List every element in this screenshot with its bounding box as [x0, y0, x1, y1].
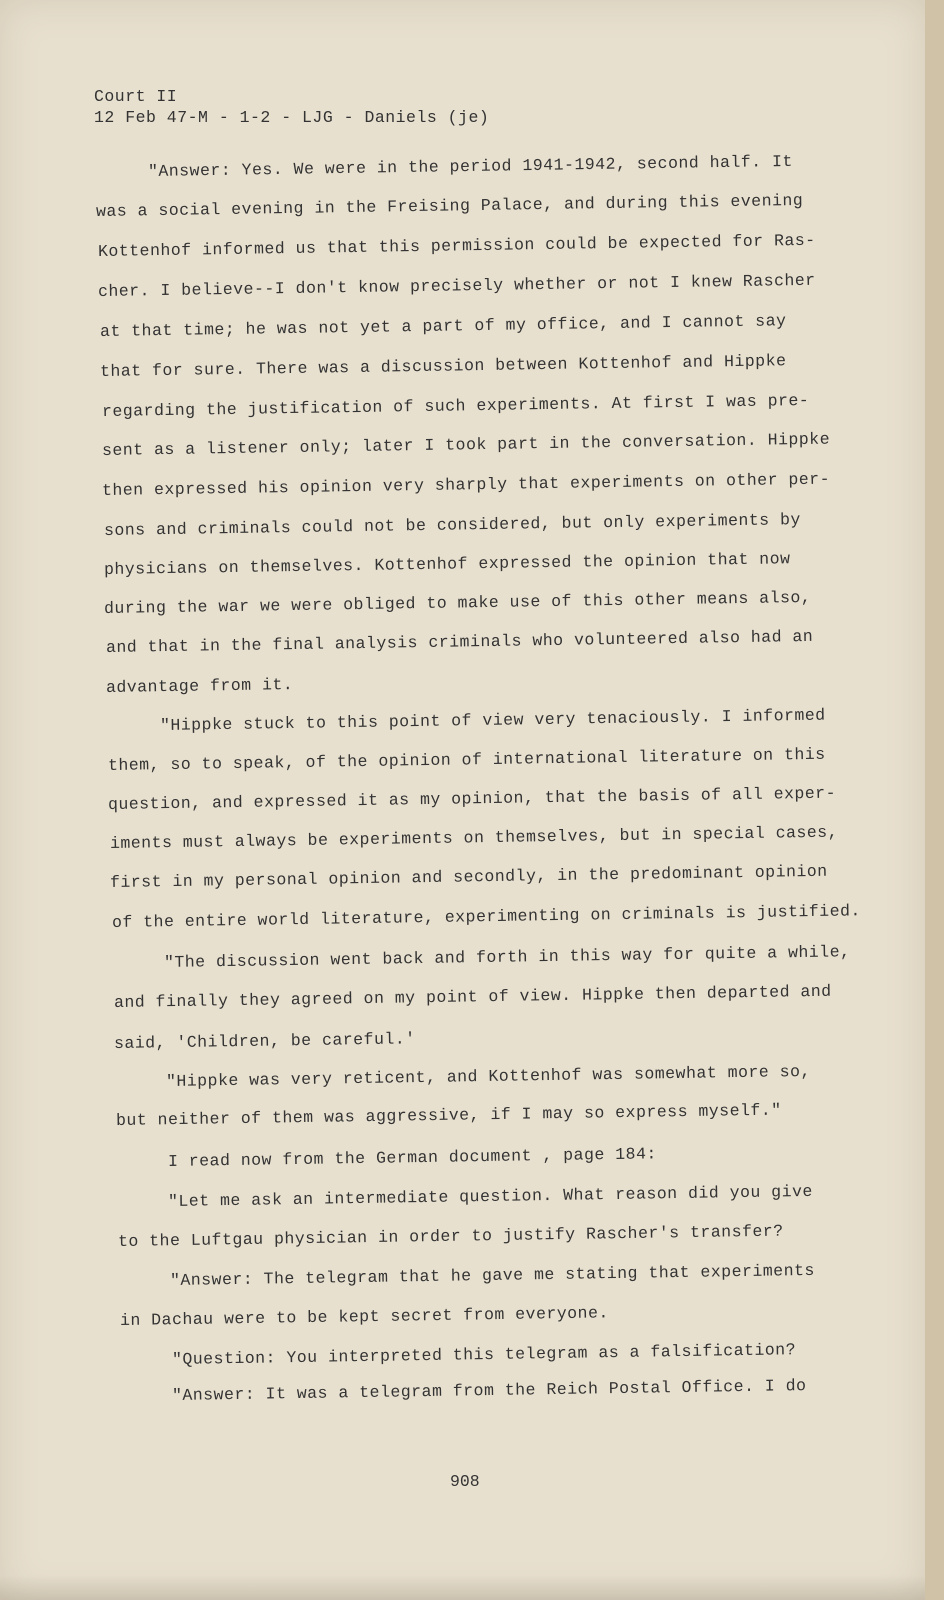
transcript-line: question, and expressed it as my opinion, that the basis of all exper- [107, 783, 837, 814]
transcript-line: physicians on themselves. Kottenhof expressed the opinion that now [103, 549, 791, 579]
transcript-line: I read now from the German document , page 184: [167, 1144, 657, 1171]
transcript-line: said, 'Children, be careful.' [113, 1029, 416, 1053]
transcript-line: Kottenhof informed us that this permission could be expected for Ras- [97, 230, 816, 261]
transcript-line: "Answer: It was a telegram from the Reich Postal Office. I do [171, 1376, 807, 1405]
transcript-line: sent as a listener only; later I took part in the conversation. Hippke [101, 429, 831, 460]
transcript-line: but neither of them was aggressive, if I may so express myself." [115, 1100, 782, 1130]
transcript-line: sons and criminals could not be considered, but only experiments by [103, 510, 801, 540]
page-edge-shadow [0, 1575, 925, 1600]
transcript-line: them, so to speak, of the opinion of international literature on this [107, 744, 826, 775]
transcript-line: "Hippke was very reticent, and Kottenhof was somewhat more so, [165, 1061, 811, 1091]
transcript-line: and finally they agreed on my point of view. Hippke then departed and [113, 981, 832, 1012]
transcript-line: of the entire world literature, experimenting on criminals is justified. [111, 901, 861, 932]
transcript-line: that for sure. There was a discussion between Kottenhof and Hippke [99, 351, 787, 381]
header-session: 12 Feb 47-M - 1-2 - LJG - Daniels (je) [94, 108, 490, 127]
transcript-line: iments must always be experiments on themselves, but in special cases, [109, 822, 839, 853]
page-edge [925, 0, 944, 1600]
transcript-line: during the war we were obliged to make use of this other means also, [103, 587, 812, 618]
transcript-line: "Question: You interpreted this telegram as a falsification? [171, 1340, 797, 1369]
transcript-line: "Answer: The telegram that he gave me stating that experiments [169, 1260, 815, 1290]
transcript-line: to the Luftgau physician in order to justify Rascher's transfer? [117, 1221, 784, 1251]
transcript-line: and that in the final analysis criminals who volunteered also had an [105, 626, 814, 657]
transcript-line: first in my personal opinion and secondly, in the predominant opinion [109, 861, 828, 892]
document-header [94, 86, 489, 128]
transcript-line: in Dachau were to be kept secret from everyone. [119, 1303, 609, 1330]
transcript-line: at that time; he was not yet a part of my office, and I cannot say [99, 311, 787, 341]
transcript-line: "Let me ask an intermediate question. What reason did you give [167, 1181, 813, 1211]
page-number: 908 [450, 1472, 480, 1491]
transcript-line: regarding the justification of such experiments. At first I was pre- [101, 390, 810, 421]
transcript-line: cher. I believe--I don't know precisely whether or not I knew Rascher [97, 270, 816, 301]
transcript-line: advantage from it. [105, 675, 294, 697]
transcript-line: "The discussion went back and forth in this way for quite a while, [163, 942, 851, 972]
transcript-line: "Answer: Yes. We were in the period 1941-1942, second half. It [147, 151, 793, 181]
transcript-line: then expressed his opinion very sharply that experiments on other per- [101, 469, 831, 500]
transcript-line: was a social evening in the Freising Palace, and during this evening [95, 190, 804, 221]
header-court: Court II [94, 87, 178, 106]
transcript-line: "Hippke stuck to this point of view very tenaciously. I informed [159, 705, 826, 735]
